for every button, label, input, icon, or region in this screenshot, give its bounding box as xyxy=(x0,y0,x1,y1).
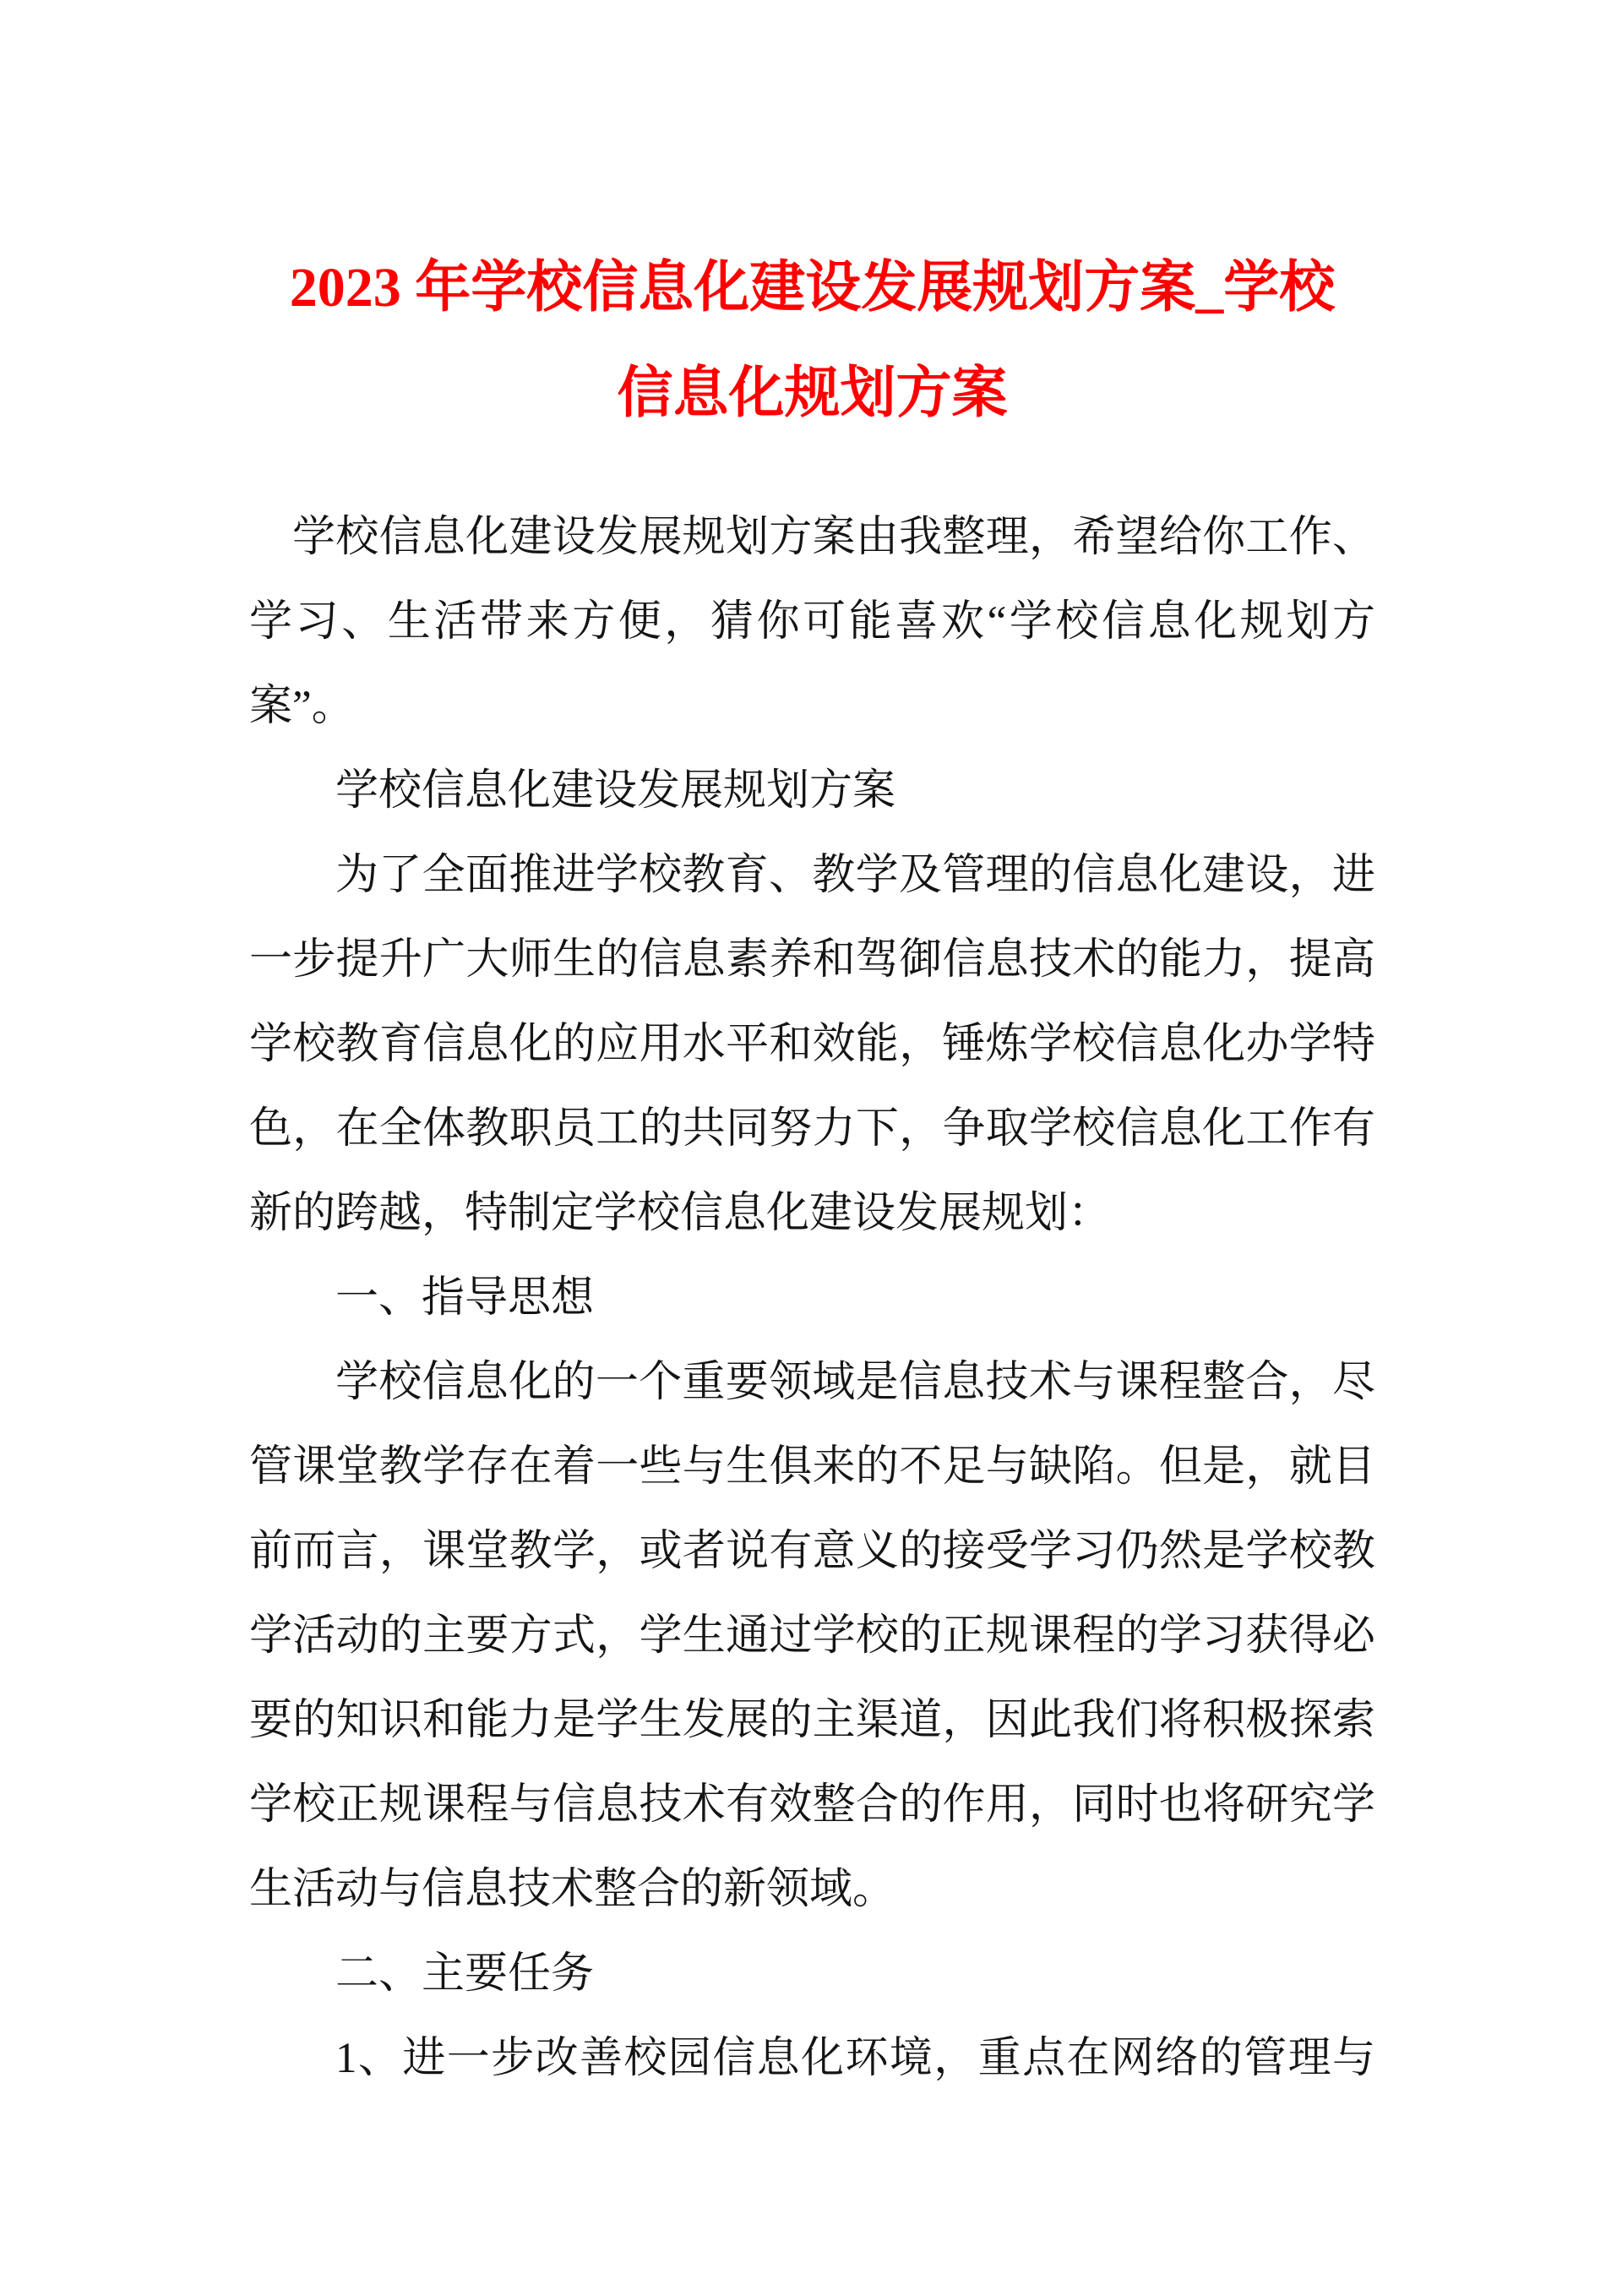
document-body xyxy=(249,495,1375,2101)
title-line-1: 2023 年学校信息化建设发展规划方案_学校 xyxy=(289,257,1336,319)
title-line-2: 信息化规划方案 xyxy=(617,363,1008,424)
paragraph-subtitle: 学校信息化建设发展规划方案 xyxy=(335,767,896,815)
paragraph-guiding-ideology: 学校信息化的一个重要领域是信息技术与课程整合，尽管课堂教学存在着一些与生俱来的不足与缺陷。但是，就目前而言，课堂教学，或者说有意义的接受学习仍然是学校教学活动的主要方式，学生通过学校的正规课程的学习获得必要的知识和能力是学生发展的主渠道，因此我们将积极探索学校正规课程与信息技术有效整合的作用，同时也将研究学生活动与信息技术整合的新领域。 xyxy=(249,1359,1375,1913)
paragraph-intro: 学校信息化建设发展规划方案由我整理，希望给你工作、学习、生活带来方便，猜你可能喜欢“学校信息化规划方案”。 xyxy=(249,514,1375,730)
paragraph-preamble: 为了全面推进学校教育、教学及管理的信息化建设，进一步提升广大师生的信息素养和驾御信息技术的能力，提高学校教育信息化的应用水平和效能，锤炼学校信息化办学特色，在全体教职员工的共同努力下，争取学校信息化工作有新的跨越，特制定学校信息化建设发展规划： xyxy=(249,852,1375,1237)
heading-main-tasks: 二、主要任务 xyxy=(335,1950,595,1998)
document-title xyxy=(249,235,1375,446)
paragraph-task-1: 1、进一步改善校园信息化环境，重点在网络的管理与 xyxy=(335,2035,1375,2082)
heading-guiding-ideology: 一、指导思想 xyxy=(335,1274,595,1322)
